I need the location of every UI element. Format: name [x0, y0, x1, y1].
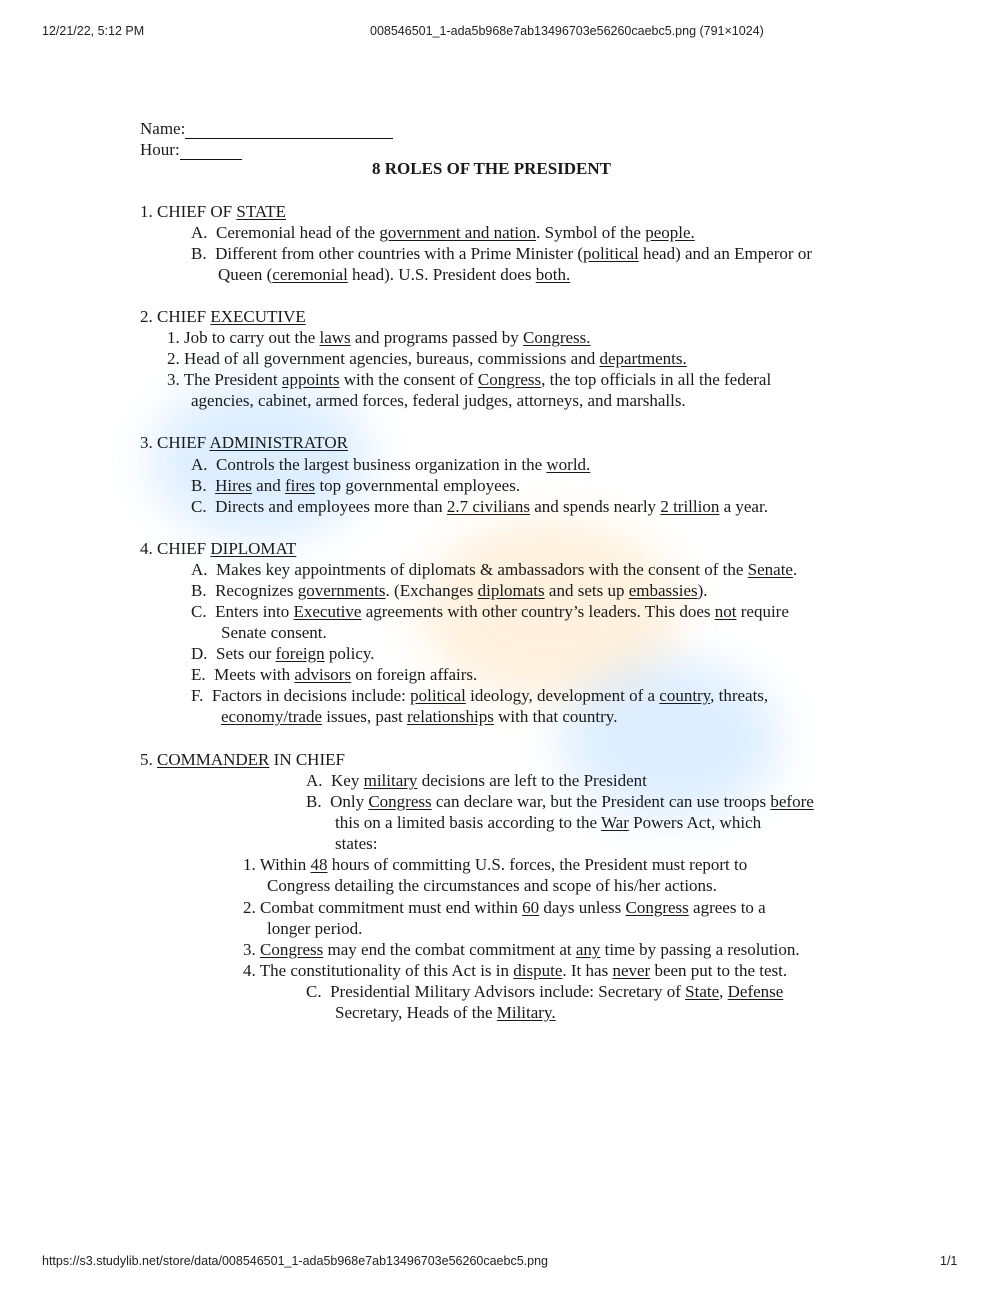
- item-text: Controls the largest business organization in the: [216, 455, 547, 474]
- list-item: [243, 960, 787, 981]
- item-underlined: foreign: [275, 644, 325, 663]
- item-marker: C.: [191, 497, 207, 516]
- item-text: Directs and employees more than: [215, 497, 447, 516]
- item-text: Within: [259, 855, 311, 874]
- list-item: [167, 369, 771, 390]
- item-marker: 3.: [243, 940, 256, 959]
- item-text: Ceremonial head of the: [216, 223, 380, 242]
- item-marker: 4.: [243, 961, 256, 980]
- list-item-continuation: [221, 706, 617, 727]
- list-item: [306, 770, 647, 791]
- item-text: time by passing a resolution.: [600, 940, 800, 959]
- item-underlined: 48: [310, 855, 328, 874]
- list-item-continuation: Congress detailing the circumstances and scope of his/her actions.: [267, 876, 717, 895]
- list-item-continuation: [335, 1002, 556, 1023]
- section-number: 5.: [140, 750, 153, 769]
- item-marker: B.: [191, 581, 207, 600]
- item-marker: 2.: [243, 898, 256, 917]
- item-marker: D.: [191, 644, 208, 663]
- item-underlined: Defense: [727, 982, 784, 1001]
- item-marker: 2.: [167, 349, 180, 368]
- list-item-continuation: [335, 812, 761, 833]
- item-marker: 1.: [243, 855, 256, 874]
- item-underlined: governments: [297, 581, 386, 600]
- item-underlined: Congress.: [523, 328, 591, 347]
- item-marker: 1.: [167, 328, 180, 347]
- list-item: [243, 939, 800, 960]
- item-underlined: 2.7 civilians: [446, 497, 530, 516]
- item-text: this on a limited basis according to the: [335, 813, 601, 832]
- item-text: and sets up: [544, 581, 629, 600]
- item-marker: C.: [306, 982, 322, 1001]
- item-text: Recognizes: [215, 581, 298, 600]
- item-marker: 3.: [167, 370, 180, 389]
- item-text: Makes key appointments of diplomats & ambassadors with the consent of the: [216, 560, 748, 579]
- item-text: The constitutionality of this Act is in: [259, 961, 514, 980]
- item-text: Secretary, Heads of the: [335, 1003, 497, 1022]
- section-5-heading: [140, 749, 345, 770]
- item-underlined: Executive: [293, 602, 362, 621]
- item-text: Combat commitment must end within: [260, 898, 523, 917]
- item-underlined: government and nation: [379, 223, 537, 242]
- section-1-heading: [140, 201, 286, 222]
- list-item: [191, 580, 708, 601]
- name-line: [140, 118, 393, 139]
- item-text: Factors in decisions include:: [211, 686, 411, 705]
- item-text: Queen (: [218, 265, 273, 284]
- section-number: 1.: [140, 202, 153, 221]
- item-text: ideology, development of a: [465, 686, 660, 705]
- heading-text: IN CHIEF: [269, 750, 345, 769]
- list-item: [191, 454, 590, 475]
- item-underlined: State: [685, 982, 720, 1001]
- item-text: . Symbol of the: [536, 223, 646, 242]
- item-underlined: relationships: [407, 707, 494, 726]
- item-text: Only: [330, 792, 369, 811]
- section-2-heading: [140, 306, 306, 327]
- item-text: Key: [331, 771, 364, 790]
- list-item: [191, 243, 812, 264]
- section-number: 3.: [140, 433, 153, 452]
- item-underlined: fires: [284, 476, 316, 495]
- item-text: been put to the test.: [650, 961, 788, 980]
- item-underlined: before: [770, 792, 814, 811]
- item-marker: F.: [191, 686, 204, 705]
- heading-underlined: COMMANDER: [157, 750, 270, 769]
- item-underlined: dispute: [513, 961, 563, 980]
- section-4-heading: [140, 538, 296, 559]
- item-text: on foreign affairs.: [351, 665, 478, 684]
- item-text: with the consent of: [339, 370, 478, 389]
- item-underlined: 2 trillion: [660, 497, 720, 516]
- item-text: agrees to a: [688, 898, 766, 917]
- item-underlined: Senate: [747, 560, 793, 579]
- heading-underlined: ADMINISTRATOR: [209, 433, 348, 452]
- item-underlined: Hires: [215, 476, 252, 495]
- item-text: with that country.: [493, 707, 618, 726]
- item-text: Enters into: [215, 602, 294, 621]
- item-underlined: not: [714, 602, 737, 621]
- hour-label: Hour:: [140, 140, 180, 159]
- print-datetime: 12/21/22, 5:12 PM: [42, 24, 145, 38]
- item-underlined: military: [363, 771, 418, 790]
- item-text: top governmental employees.: [315, 476, 521, 495]
- item-text: .: [792, 560, 798, 579]
- item-text: a year.: [719, 497, 768, 516]
- list-item: [306, 981, 783, 1002]
- print-page-count: 1/1: [940, 1254, 958, 1268]
- print-image-title: 008546501_1-ada5b968e7ab13496703e56260caebc5.png (791×1024): [370, 24, 764, 38]
- list-item: [191, 475, 520, 496]
- list-item-continuation: longer period.: [267, 919, 363, 938]
- item-text: can declare war, but the President can use troops: [431, 792, 771, 811]
- item-underlined: never: [612, 961, 651, 980]
- list-item: [167, 327, 591, 348]
- item-text: , threats,: [710, 686, 769, 705]
- item-underlined: world.: [546, 455, 591, 474]
- item-text: decisions are left to the President: [417, 771, 647, 790]
- item-underlined: political: [410, 686, 466, 705]
- item-marker: C.: [191, 602, 207, 621]
- item-text: ).: [697, 581, 708, 600]
- item-underlined: ceremonial: [272, 265, 348, 284]
- name-blank[interactable]: [185, 123, 393, 139]
- item-underlined: advisors: [294, 665, 352, 684]
- list-item-continuation: states:: [335, 834, 378, 853]
- item-underlined: people.: [645, 223, 695, 242]
- list-item: [167, 348, 687, 369]
- item-underlined: Congress: [260, 940, 324, 959]
- list-item: [191, 643, 375, 664]
- item-marker: B.: [306, 792, 322, 811]
- item-text: Presidential Military Advisors include: Secretary of: [330, 982, 686, 1001]
- list-item: [191, 685, 768, 706]
- list-item: [191, 601, 789, 622]
- item-marker: A.: [191, 560, 208, 579]
- list-item-continuation: Senate consent.: [221, 623, 327, 642]
- item-text: Powers Act, which: [628, 813, 762, 832]
- item-underlined: embassies: [628, 581, 698, 600]
- item-marker: A.: [306, 771, 323, 790]
- item-text: agreements with other country’s leaders. This does: [361, 602, 715, 621]
- item-marker: A.: [191, 223, 208, 242]
- item-marker: B.: [191, 244, 207, 263]
- hour-line: [140, 139, 242, 160]
- item-underlined: Congress: [477, 370, 542, 389]
- item-underlined: country: [659, 686, 711, 705]
- name-label: Name:: [140, 119, 186, 138]
- list-item: [243, 897, 766, 918]
- item-underlined: political: [583, 244, 639, 263]
- list-item: [191, 559, 797, 580]
- heading-text: CHIEF: [157, 307, 211, 326]
- heading-text: CHIEF: [157, 539, 211, 558]
- item-underlined: Military.: [496, 1003, 556, 1022]
- heading-underlined: DIPLOMAT: [210, 539, 297, 558]
- item-text: Meets with: [214, 665, 295, 684]
- item-text: ,: [719, 982, 728, 1001]
- hour-blank[interactable]: [180, 144, 242, 160]
- item-underlined: Congress: [625, 898, 689, 917]
- list-item: [243, 854, 747, 875]
- item-text: and spends nearly: [530, 497, 661, 516]
- list-item-continuation: agencies, cabinet, armed forces, federal judges, attorneys, and marshalls.: [191, 391, 686, 410]
- heading-underlined: EXECUTIVE: [210, 307, 306, 326]
- item-text: . It has: [562, 961, 613, 980]
- item-underlined: economy/trade: [221, 707, 323, 726]
- item-underlined: Congress: [368, 792, 432, 811]
- item-text: Sets our: [216, 644, 276, 663]
- item-underlined: any: [575, 940, 601, 959]
- heading-text: CHIEF OF: [157, 202, 237, 221]
- section-3-heading: [140, 432, 348, 453]
- item-text: Job to carry out the: [184, 328, 320, 347]
- list-item-continuation: [218, 264, 570, 285]
- item-text: , the top officials in all the federal: [541, 370, 772, 389]
- print-url: https://s3.studylib.net/store/data/008546501_1-ada5b968e7ab13496703e56260caebc5.png: [42, 1254, 548, 1268]
- heading-text: CHIEF: [157, 433, 210, 452]
- section-number: 2.: [140, 307, 153, 326]
- item-text: policy.: [324, 644, 375, 663]
- item-text: Head of all government agencies, bureaus, commissions and: [184, 349, 600, 368]
- list-item: [191, 664, 477, 685]
- item-text: The President: [183, 370, 282, 389]
- item-underlined: departments.: [599, 349, 687, 368]
- list-item: [191, 222, 695, 243]
- page-title: 8 ROLES OF THE PRESIDENT: [372, 159, 612, 178]
- item-text: and programs passed by: [350, 328, 523, 347]
- item-underlined: both.: [535, 265, 571, 284]
- item-text: and: [251, 476, 285, 495]
- item-underlined: laws: [319, 328, 351, 347]
- item-underlined: 60: [522, 898, 540, 917]
- item-text: head) and an Emperor or: [638, 244, 812, 263]
- list-item: [191, 496, 768, 517]
- item-text: head). U.S. President does: [347, 265, 536, 284]
- item-text: issues, past: [322, 707, 408, 726]
- item-text: Different from other countries with a Prime Minister (: [215, 244, 584, 263]
- item-underlined: War: [600, 813, 629, 832]
- item-text: hours of committing U.S. forces, the President must report to: [327, 855, 748, 874]
- item-text: . (Exchanges: [385, 581, 478, 600]
- item-underlined: diplomats: [477, 581, 545, 600]
- item-text: require: [736, 602, 789, 621]
- item-text: may end the combat commitment at: [323, 940, 576, 959]
- item-underlined: appoints: [281, 370, 340, 389]
- item-marker: B.: [191, 476, 207, 495]
- section-number: 4.: [140, 539, 153, 558]
- item-marker: E.: [191, 665, 206, 684]
- item-text: days unless: [539, 898, 626, 917]
- list-item: [306, 791, 814, 812]
- heading-underlined: STATE: [236, 202, 286, 221]
- item-marker: A.: [191, 455, 208, 474]
